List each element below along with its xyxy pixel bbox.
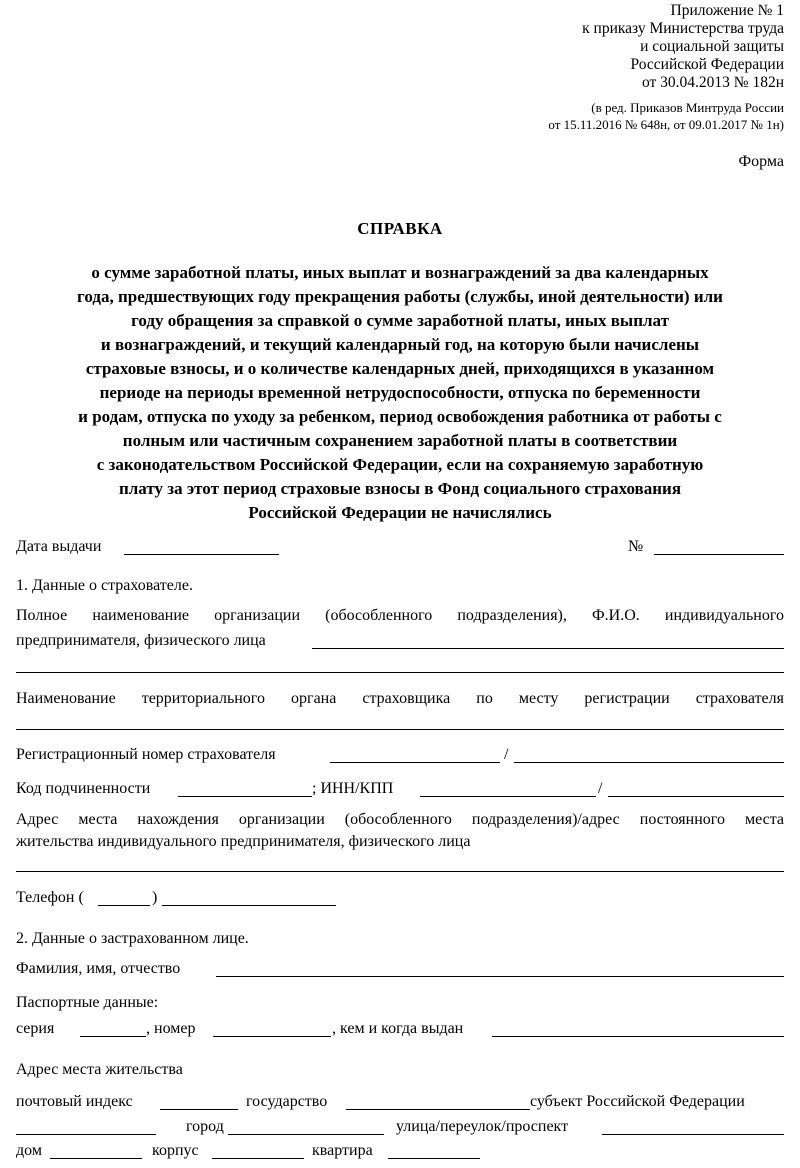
- section1-heading: 1. Данные о страхователе.: [16, 577, 193, 594]
- header-line: Российской Федерации: [630, 56, 784, 73]
- revision-note: [548, 99, 784, 133]
- org-name-label-line2: предпринимателя, физического лица: [16, 632, 266, 649]
- phone-area-code-field[interactable]: [98, 905, 150, 906]
- org-name-field-continuation[interactable]: [16, 672, 784, 673]
- subtitle-line: и родам, отпуска по уходу за ребенком, период освобождения работника от работы с: [78, 407, 722, 426]
- revision-line: (в ред. Приказов Минтруда России: [591, 100, 784, 115]
- document-subtitle: [12, 261, 788, 525]
- header-line: Приложение № 1: [670, 2, 784, 19]
- city-label: город: [186, 1118, 224, 1135]
- subtitle-line: периоде на периоды временной нетрудоспособности, отпуска по беременности: [99, 383, 701, 402]
- passport-series-label: серия: [16, 1020, 55, 1037]
- building-label: корпус: [152, 1142, 199, 1159]
- issue-date-field[interactable]: [124, 554, 279, 555]
- reg-number-slash: /: [504, 746, 509, 763]
- subtitle-line: о сумме заработной платы, иных выплат и вознаграждений за два календарных: [91, 263, 709, 282]
- passport-label-row: [16, 993, 784, 1015]
- fio-field[interactable]: [216, 976, 784, 977]
- header-line: к приказу Министерства труда: [582, 20, 784, 37]
- subordination-field[interactable]: [178, 796, 312, 797]
- form-label: Форма: [738, 153, 784, 170]
- inn-field[interactable]: [420, 796, 596, 797]
- subtitle-line: страховые взносы, и о количестве календарных дней, приходящихся в указанном: [85, 359, 715, 378]
- building-field[interactable]: [212, 1158, 304, 1159]
- country-field[interactable]: [346, 1109, 530, 1110]
- inn-kpp-slash: /: [598, 780, 603, 797]
- header-line: и социальной защиты: [640, 38, 784, 55]
- residence-row-2: [16, 1117, 784, 1139]
- fio-row: [16, 959, 784, 981]
- passport-row: [16, 1019, 784, 1041]
- federal-subject-field[interactable]: [16, 1134, 156, 1135]
- territorial-body-field[interactable]: [16, 729, 784, 730]
- house-label: дом: [16, 1142, 42, 1159]
- section1-heading-row: [16, 576, 784, 598]
- apartment-field[interactable]: [388, 1158, 480, 1159]
- issue-row: [16, 537, 784, 559]
- kpp-field[interactable]: [608, 796, 784, 797]
- revision-line: от 15.11.2016 № 648н, от 09.01.2017 № 1н): [548, 117, 784, 132]
- fio-label: Фамилия, имя, отчество: [16, 960, 181, 977]
- residence-label: Адрес места жительства: [16, 1061, 183, 1078]
- passport-label: Паспортные данные:: [16, 994, 159, 1011]
- subtitle-line: плату за этот период страховые взносы в Фонд социального страхования: [118, 479, 682, 498]
- apartment-label: квартира: [312, 1142, 373, 1159]
- address-field[interactable]: [16, 871, 784, 872]
- subtitle-line: с законодательством Российской Федерации, если на сохраняемую заработную: [96, 455, 704, 474]
- address-label-line2: жительства индивидуального предпринимателя, физического лица: [16, 833, 471, 850]
- reg-number-field-2[interactable]: [514, 762, 784, 763]
- postal-code-label: почтовый индекс: [16, 1093, 133, 1110]
- phone-row: [16, 888, 784, 910]
- postal-code-field[interactable]: [160, 1109, 238, 1110]
- section2-heading-row: [16, 929, 784, 951]
- document-title: СПРАВКА: [357, 219, 443, 238]
- reg-number-label: Регистрационный номер страхователя: [16, 746, 276, 763]
- inn-kpp-label: ; ИНН/КПП: [312, 780, 394, 797]
- org-name-field[interactable]: [312, 648, 784, 649]
- passport-number-field[interactable]: [213, 1036, 331, 1037]
- territorial-body-label: Наименование территориального органа страховщика по месту регистрации страхователя: [16, 690, 784, 707]
- street-label: улица/переулок/проспект: [396, 1118, 569, 1135]
- phone-number-field[interactable]: [162, 905, 336, 906]
- subtitle-line: Российской Федерации не начислялись: [248, 503, 552, 522]
- passport-number-label: , номер: [146, 1020, 196, 1037]
- passport-series-field[interactable]: [80, 1036, 146, 1037]
- residence-row-3: [16, 1141, 784, 1163]
- codes-row: [16, 779, 784, 801]
- street-field[interactable]: [602, 1134, 784, 1135]
- reg-number-field-1[interactable]: [330, 762, 500, 763]
- org-name-label-line1: Полное наименование организации (обособленного подразделения), Ф.И.О. индивидуального: [16, 607, 784, 624]
- org-name-row: [16, 631, 784, 653]
- reg-number-row: [16, 745, 784, 767]
- country-label: государство: [246, 1093, 328, 1110]
- subtitle-line: году обращения за справкой о сумме заработной платы, иных выплат: [131, 311, 669, 330]
- section2-heading: 2. Данные о застрахованном лице.: [16, 930, 249, 947]
- subordination-label: Код подчиненности: [16, 780, 151, 797]
- address-label-row2: [16, 832, 784, 854]
- subtitle-line: и вознаграждений, и текущий календарный год, на которую были начислены: [100, 335, 700, 354]
- issue-number-field[interactable]: [654, 554, 784, 555]
- appendix-header: [582, 2, 784, 92]
- issue-number-label: №: [628, 538, 644, 555]
- house-field[interactable]: [50, 1158, 142, 1159]
- residence-row-1: [16, 1092, 784, 1114]
- passport-issued-label: , кем и когда выдан: [332, 1020, 464, 1037]
- subtitle-line: полным или частичным сохранением заработной платы в соответствии: [122, 431, 678, 450]
- phone-close-paren: ): [152, 889, 158, 906]
- residence-label-row: [16, 1060, 784, 1082]
- address-label-line1: Адрес места нахождения организации (обособленного подразделения)/адрес постоянного места: [16, 811, 784, 828]
- city-field[interactable]: [228, 1134, 384, 1135]
- federal-subject-label: субъект Российской Федерации: [530, 1093, 745, 1110]
- issue-date-label: Дата выдачи: [16, 538, 102, 555]
- header-line: от 30.04.2013 № 182н: [641, 74, 784, 91]
- phone-label: Телефон (: [16, 889, 84, 906]
- passport-issued-field[interactable]: [492, 1036, 784, 1037]
- subtitle-line: года, предшествующих году прекращения работы (службы, иной деятельности) или: [77, 287, 723, 306]
